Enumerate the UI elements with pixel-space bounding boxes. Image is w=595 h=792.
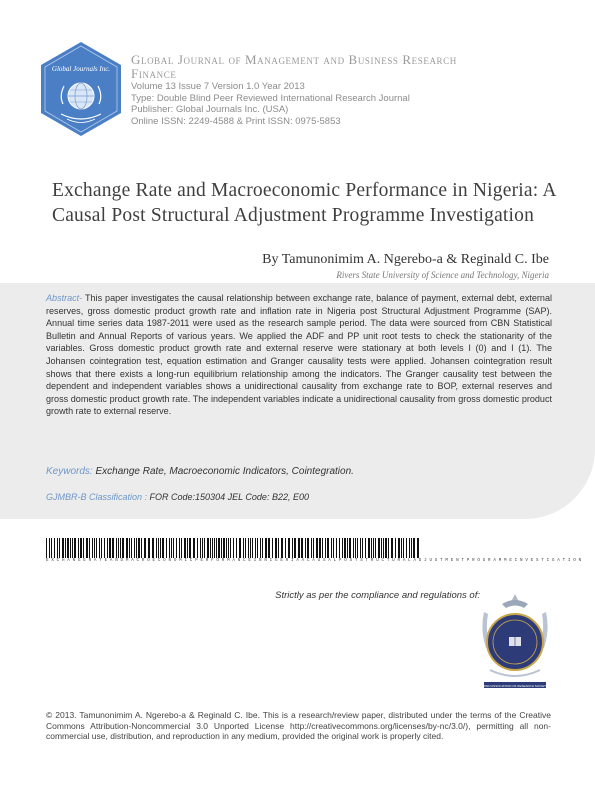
barcode-bar [141, 538, 142, 558]
barcode-bar [212, 538, 213, 558]
barcode-bar [156, 538, 157, 558]
barcode-bar [233, 538, 234, 558]
barcode-bar [152, 538, 154, 558]
barcode-bar [207, 538, 209, 558]
barcode-bar [216, 538, 217, 558]
barcode-bar [59, 538, 60, 558]
barcode-bar [189, 538, 191, 558]
barcode-bar [176, 538, 177, 558]
barcode-bar [112, 538, 114, 558]
barcode-bar [365, 538, 366, 558]
barcode-bar [94, 538, 95, 558]
barcode-bar [134, 538, 135, 558]
barcode-bar [109, 538, 111, 558]
barcode-bar [281, 538, 283, 558]
barcode-bar [278, 538, 279, 558]
barcode-bar [285, 538, 286, 558]
barcode-bar [398, 538, 400, 558]
barcode-bar [65, 538, 66, 558]
barcode-bar [101, 538, 102, 558]
barcode-bar [406, 538, 407, 558]
barcode-bar [333, 538, 334, 558]
barcode-bar [200, 538, 201, 558]
barcode-bar [313, 538, 314, 558]
journal-publisher: Publisher: Global Journals Inc. (USA) [131, 104, 289, 115]
barcode-bar [83, 538, 84, 558]
barcode-bar [74, 538, 76, 558]
barcode-bar [54, 538, 55, 558]
barcode-bar [96, 538, 97, 558]
barcode-bar [250, 538, 251, 558]
barcode-bar [223, 538, 225, 558]
barcode-bar [80, 538, 82, 558]
barcode-bar [292, 538, 293, 558]
barcode-bar [187, 538, 188, 558]
barcode-bar [62, 538, 64, 558]
barcode-bar [311, 538, 312, 558]
barcode-bar [245, 538, 246, 558]
barcode-bar [255, 538, 256, 558]
research-society-seal [470, 590, 560, 694]
barcode-bar [107, 538, 108, 558]
barcode-bar [260, 538, 261, 558]
barcode-bar [72, 538, 73, 558]
barcode-bar [378, 538, 380, 558]
barcode-bar [239, 538, 241, 558]
compliance-text: Strictly as per the compliance and regulations of: [275, 590, 480, 601]
barcode-bar [383, 538, 384, 558]
barcode-bar [184, 538, 186, 558]
barcode-bar [120, 538, 121, 558]
barcode-bar [288, 538, 290, 558]
barcode-bar [401, 538, 402, 558]
abstract [46, 292, 552, 418]
barcode-bar [158, 538, 159, 558]
journal-header [131, 53, 571, 127]
barcode-bar [99, 538, 100, 558]
barcode-bar [275, 538, 277, 558]
barcode-bar [126, 538, 128, 558]
paper-title-line-2: Causal Post Structural Adjustment Programme Investigation [52, 205, 535, 226]
barcode-bar [252, 538, 253, 558]
barcode-bar [92, 538, 93, 558]
barcode-bar [265, 538, 267, 558]
classification-value: FOR Code:150304 JEL Code: B22, E00 [147, 492, 309, 502]
barcode-bar [116, 538, 117, 558]
barcode-bar [67, 538, 69, 558]
paper-authors: By Tamunonimim A. Ngerebo-a & Reginald C. Ibe [262, 252, 549, 267]
barcode-bar [144, 538, 146, 558]
barcode-bar [204, 538, 205, 558]
barcode-bar [319, 538, 321, 558]
barcode-bar [307, 538, 309, 558]
keywords-value: Exchange Rate, Macroeconomic Indicators, Cointegration. [92, 466, 354, 477]
barcode-bar [162, 538, 164, 558]
barcode-bar [230, 538, 231, 558]
barcode-bar [339, 538, 340, 558]
barcode-bar [353, 538, 354, 558]
barcode-bar [129, 538, 130, 558]
barcode-bar [226, 538, 227, 558]
barcode [46, 538, 582, 568]
barcode-bar [136, 538, 137, 558]
barcode-bar [357, 538, 358, 558]
barcode-bar [305, 538, 306, 558]
barcode-bar [349, 538, 351, 558]
barcode-bar [375, 538, 376, 558]
classification-label: GJMBR-B Classification : [46, 492, 148, 502]
barcode-bar [331, 538, 332, 558]
barcode-bar [355, 538, 356, 558]
classification [46, 492, 556, 502]
barcode-bar [294, 538, 296, 558]
barcode-bar [46, 538, 47, 558]
barcode-bar [89, 538, 90, 558]
barcode-bar [86, 538, 88, 558]
journal-issn: Online ISSN: 2249-4588 & Print ISSN: 0975-5853 [131, 115, 341, 127]
barcode-bar [262, 538, 263, 558]
barcode-bar [228, 538, 229, 558]
barcode-bar [173, 538, 174, 558]
barcode-digits: E X C H A N G E R A T E A N D M A C R O E C O N O M I C P E R F O R M A N C E I N N I G E R I A A C A U S A L P O S T S T R U C T U R A L A D J U S T M E N T P R O G R A M M E I N V E S T I G A T I O N [46, 559, 582, 563]
barcode-bar [272, 538, 273, 558]
barcode-bar [322, 538, 323, 558]
barcode-bar [236, 538, 237, 558]
journal-logo [37, 40, 125, 140]
barcode-bar [202, 538, 203, 558]
barcode-bar [138, 538, 140, 558]
paper-title-line-1: Exchange Rate and Macroeconomic Performance in Nigeria: A [52, 180, 557, 201]
barcode-bar [411, 538, 412, 558]
barcode-bar [373, 538, 374, 558]
barcode-bar [122, 538, 124, 558]
barcode-bar [347, 538, 348, 558]
barcode-bar [181, 538, 182, 558]
barcode-bar [49, 538, 50, 558]
barcode-bar [57, 538, 58, 558]
barcode-bar [391, 538, 393, 558]
barcode-bar [104, 538, 105, 558]
barcode-bar [388, 538, 389, 558]
barcode-bar [360, 538, 361, 558]
barcode-bar [131, 538, 132, 558]
barcode-bar [78, 538, 79, 558]
barcode-bar [316, 538, 318, 558]
barcode-bar [193, 538, 195, 558]
barcode-bar [381, 538, 382, 558]
barcode-bar [342, 538, 343, 558]
barcode-bar [344, 538, 346, 558]
seal-text: OPEN ASSOCIATION OF RESEARCH SOCIETY [482, 684, 548, 688]
journal-title: Global Journal of Management and Business Research [131, 52, 457, 67]
barcode-bar [197, 538, 198, 558]
barcode-bar [368, 538, 370, 558]
barcode-bar [179, 538, 180, 558]
barcode-bar [118, 538, 119, 558]
abstract-label: Abstract- [46, 293, 83, 303]
barcode-bar [248, 538, 249, 558]
barcode-bar [403, 538, 404, 558]
barcode-bar [169, 538, 170, 558]
barcode-bar [70, 538, 71, 558]
logo-text: Global Journals Inc. [51, 65, 111, 73]
copyright-notice: © 2013. Tamunonimim A. Ngerebo-a & Reginald C. Ibe. This is a research/review paper, distributed under the terms of the Creative Commons Attribution-Noncommercial 3.0 Unported License http://creativecommons.org/licenses/by-nc/3.0/), permitting all non-commercial use, distribution, and reproduction in any medium, provided the original work is properly cited. [46, 710, 551, 742]
barcode-bar [301, 538, 303, 558]
barcode-bar [218, 538, 220, 558]
author-affiliation: Rivers State University of Science and Technology, Nigeria [336, 270, 549, 280]
journal-subtitle: Finance [131, 66, 177, 81]
barcode-bar [210, 538, 211, 558]
barcode-bar [325, 538, 326, 558]
paper-title [52, 178, 562, 228]
barcode-bar [362, 538, 363, 558]
journal-volume: Volume 13 Issue 7 Version 1.0 Year 2013 [131, 81, 305, 92]
barcode-bar [298, 538, 300, 558]
barcode-bar [336, 538, 337, 558]
barcode-bar [385, 538, 387, 558]
barcode-bar [417, 538, 419, 558]
barcode-bar [51, 538, 52, 558]
barcode-bar [221, 538, 222, 558]
barcode-bar [257, 538, 258, 558]
barcode-bar [166, 538, 167, 558]
barcode-bar [214, 538, 215, 558]
barcode-bar [327, 538, 329, 558]
barcode-bar [160, 538, 161, 558]
keywords [46, 466, 556, 477]
barcode-bar [243, 538, 244, 558]
barcode-bar [409, 538, 410, 558]
abstract-text: This paper investigates the causal relationship between exchange rate, balance of payment, external debt, external reserves, gross domestic product growth rate and inflation rate in Nigeria post Structural Adjustment Programme (SAP). Annual time series data 1987-2011 were used as the research sample period. The data were sourced from CBN Statistical Bulletin and Annual Reports of various years. We applied the ADF and PP unit root tests to check the stationarity of the variables. Gross domestic product growth rate and external reserve were stationary at both levels I (0) and I (1). The Johansen cointegration test, equation estimation and Granger causality tests were applied. Johansen cointegration result shows that there exists a long-run equilibrium relationship among the indicators. The Granger causality test between the dependent and independent variables shows a unidirectional causality from exchange rate to BOP, external reserves and gross domestic product growth rate. The independent variables indicate a unidirectional causality from gross domestic product growth rate to external reserve. [46, 293, 552, 417]
barcode-bar [371, 538, 372, 558]
journal-type: Type: Double Blind Peer Reviewed International Research Journal [131, 92, 410, 104]
barcode-bar [148, 538, 150, 558]
keywords-label: Keywords: [46, 466, 93, 477]
barcode-bar [395, 538, 396, 558]
barcode-bar [171, 538, 172, 558]
barcode-bar [413, 538, 415, 558]
barcode-bar [268, 538, 270, 558]
